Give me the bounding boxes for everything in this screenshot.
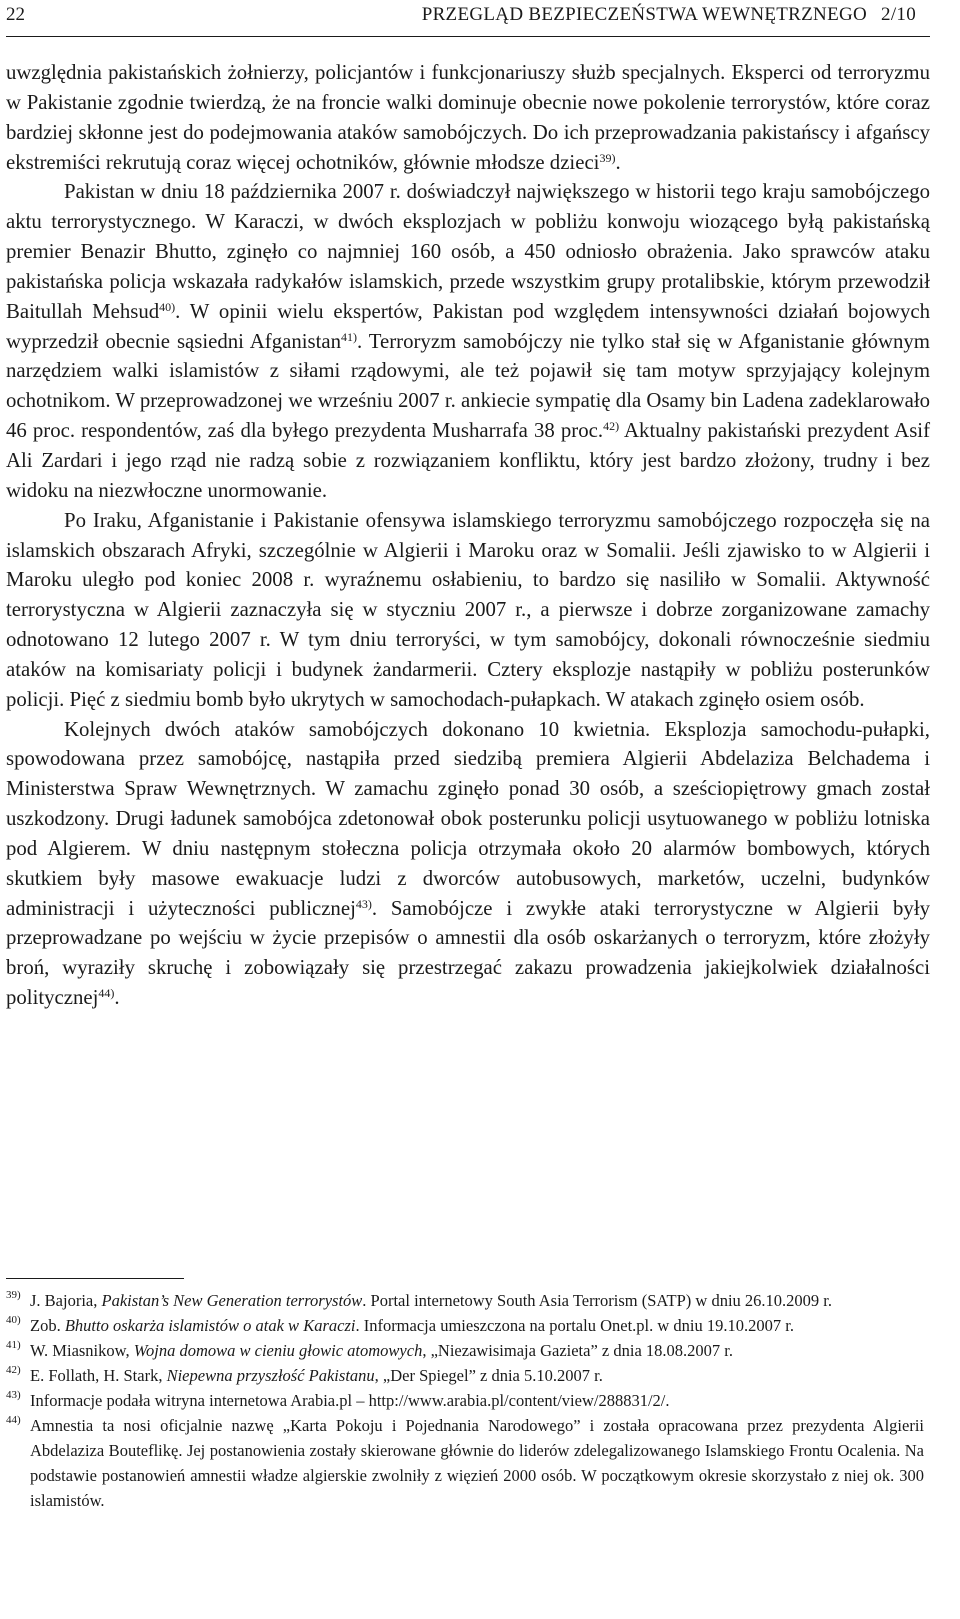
text-run: Zob. (30, 1316, 65, 1335)
italic-title: Niepewna przyszłość Pakistanu (166, 1366, 375, 1385)
text-run: Po Iraku, Afganistanie i Pakistanie ofensywa islamskiego terroryzmu samobójczego rozpoczęła się na islamskich obszarach Afryki, szczególnie w Algierii i Maroku oraz w Somalii. Jeśli zjawisko to w Algierii i Maroku uległo pod koniec 2008 r. wyraźnemu osłabieniu, to bardzo się nasiliło w Somalii. Aktywność terrorystyczna w Algierii zaznaczyła się w styczniu 2007 r., a pierwsze i dobrze zorganizowane zamachy odnotowano 12 lutego 2007 r. W tym dniu terroryści, w tym samobójcy, dokonali równocześnie siedmiu ataków na komisariaty policji i budynek żandarmerii. Cztery eksplozje nastąpiły w pobliżu posterunków policji. Pięć z siedmiu bomb było ukrytych w samochodach-pułapkach. W atakach zginęło osiem osób. (6, 508, 930, 711)
text-run: uwzględnia pakistańskich żołnierzy, policjantów i funkcjonariuszy służb specjalnych. Eksperci od terroryzmu w Pakistanie zgodnie twierdzą, że na froncie walki dominuje obecnie nowe pokolenie terrorystów, które coraz bardziej skłonne jest do podejmowania ataków samobójczych. Do ich przeprowadzania pakistańscy i afgańscy ekstremiści rekrutują coraz więcej ochotników, głównie młodsze dzieci (6, 61, 930, 174)
footnote-number: 39) (6, 1289, 21, 1301)
paragraph (6, 715, 930, 1013)
text-run: W. Miasnikow, (30, 1341, 134, 1360)
text-run: . Terroryzm samobójczy nie tylko stał się w Afganistanie głównym narzędziem walki islamistów z siłami rządowymi, ale też pojawił się tam motyw sprzyjający kolejnym ochotnikom. W przeprowadzonej we wrześniu 2007 r. ankiecie sympatię dla Osamy bin Ladena zadeklarowało 46 proc. respondentów, zaś dla byłego prezydenta Musharrafa 38 proc. (6, 329, 930, 443)
footnote (6, 1338, 924, 1363)
text-run: E. Follath, H. Stark, (30, 1366, 167, 1385)
text-run: Kolejnych dwóch ataków samobójczych dokonano 10 kwietnia. Eksplozja samochodu-pułapki, spowodowana przez samobójcę, nastąpiła przed siedzibą premiera Algierii Abdelaziza Belchadema i Ministerstwa Spraw Wewnętrznych. W zamachu zginęło ponad 30 osób, a sześciopiętrowy gmach został uszkodzony. Drugi ładunek samobójca zdetonował obok posterunku policji usytuowanego w pobliżu lotniska pod Algierem. W dniu następnym stołeczna policja otrzymała około 20 alarmów bombowych, których skutkiem były masowe ewakuacje ludzi z dworców autobusowych, marketów, uczelni, budynków administracji i użyteczności publicznej (6, 717, 930, 920)
header-rule (6, 36, 930, 37)
italic-title: Bhutto oskarża islamistów o atak w Karaczi (64, 1316, 356, 1335)
footnote-ref: 44) (98, 986, 115, 1001)
footnote-ref: 40) (159, 299, 176, 314)
footnote-ref: 39) (599, 150, 616, 165)
paragraph (6, 58, 930, 177)
text-run: J. Bajoria, (30, 1291, 102, 1310)
footnote (6, 1363, 924, 1388)
footnote (6, 1313, 924, 1338)
footnote-text (30, 1338, 924, 1363)
footnote-text (30, 1313, 924, 1338)
footnote-number: 44) (6, 1414, 21, 1426)
text-run: . (615, 150, 621, 174)
italic-title: Wojna domowa w cieniu głowic atomowych (133, 1341, 423, 1360)
running-header (6, 4, 916, 34)
footnote-text (30, 1413, 924, 1513)
text-run: Amnestia ta nosi oficjalnie nazwę „Karta Pokoju i Pojednania Narodowego” i została opracowana przez prezydenta Algierii Abdelaziza Bouteflikę. Jej postanowienia zostały skierowane głównie do liderów zdelegalizowanego Islamskiego Frontu Ocalenia. Na podstawie postanowień amnestii władze algierskie zwolniły z więzień 2000 osób. W początkowym okresie skorzystało z niej ok. 300 islamistów. (30, 1416, 924, 1510)
footnote-number: 41) (6, 1339, 21, 1351)
text-run: Aktualny pakistański prezydent Asif Ali Zardari i jego rząd nie radzą sobie z rozwiązaniem konfliktu, który jest bardzo złożony, trudny i bez widoku na niezwłoczne unormowanie. (6, 419, 930, 502)
footnote-ref: 43) (355, 896, 372, 911)
body-text (6, 58, 930, 1013)
footnote-separator (6, 1278, 184, 1279)
journal-issue: 2/10 (881, 4, 916, 25)
footnote (6, 1413, 924, 1513)
footnote (6, 1288, 924, 1313)
text-run: Informacje podała witryna internetowa Arabia.pl – http://www.arabia.pl/content/view/288831/2/. (30, 1391, 670, 1410)
footnote-text (30, 1363, 924, 1388)
paragraph (6, 506, 930, 715)
footnotes (6, 1288, 924, 1513)
text-run: . W opinii wielu ekspertów, Pakistan pod względem intensywności działań bojowych wyprzedził obecnie sąsiedni Afganistan (6, 299, 931, 353)
footnote-number: 42) (6, 1364, 21, 1376)
journal-name: PRZEGLĄD BEZPIECZEŃSTWA WEWNĘTRZNEGO (421, 4, 868, 25)
text-run: . Samobójcze i zwykłe ataki terrorystyczne w Algierii były przeprowadzane po wejściu w życie przepisów o amnestii dla osób oskarżanych o terroryzm, które złożyły broń, wyraziły skruchę i zobowiązały się przestrzegać zakazu prowadzenia jakiejkolwiek działalności politycznej (6, 896, 930, 1010)
page-number: 22 (6, 4, 25, 25)
footnote-number: 43) (6, 1389, 21, 1401)
text-run: , „Der Spiegel” z dnia 5.10.2007 r. (374, 1366, 603, 1385)
paragraph (6, 177, 930, 505)
text-run: . Portal internetowy South Asia Terrorism (SATP) w dniu 26.10.2009 r. (362, 1291, 832, 1310)
footnote-text (30, 1288, 924, 1313)
journal-title (422, 4, 916, 26)
text-run: . Informacja umieszczona na portalu Onet.pl. w dniu 19.10.2007 r. (355, 1316, 794, 1335)
footnote-number: 40) (6, 1314, 21, 1326)
footnote-text (30, 1388, 924, 1413)
text-run: Pakistan w dniu 18 października 2007 r. doświadczył największego w historii tego kraju samobójczego aktu terrorystycznego. W Karaczi, w dwóch eksplozjach w pobliżu konwoju wiozącego byłą pakistańską premier Benazir Bhutto, zginęło co najmniej 160 osób, a 450 odniosło obrażenia. Jako sprawców ataku pakistańska policja wskazała radykałów islamskich, przede wszystkim grupy protalibskie, którym przewodził Baitullah Mehsud (6, 180, 930, 323)
italic-title: Pakistan’s New Generation terrorystów (101, 1291, 363, 1310)
footnote (6, 1388, 924, 1413)
footnote-ref: 41) (341, 329, 357, 344)
text-run: , „Niezawisimaja Gazieta” z dnia 18.08.2007 r. (422, 1341, 733, 1360)
text-run: . (114, 986, 120, 1010)
footnote-ref: 42) (603, 419, 620, 434)
